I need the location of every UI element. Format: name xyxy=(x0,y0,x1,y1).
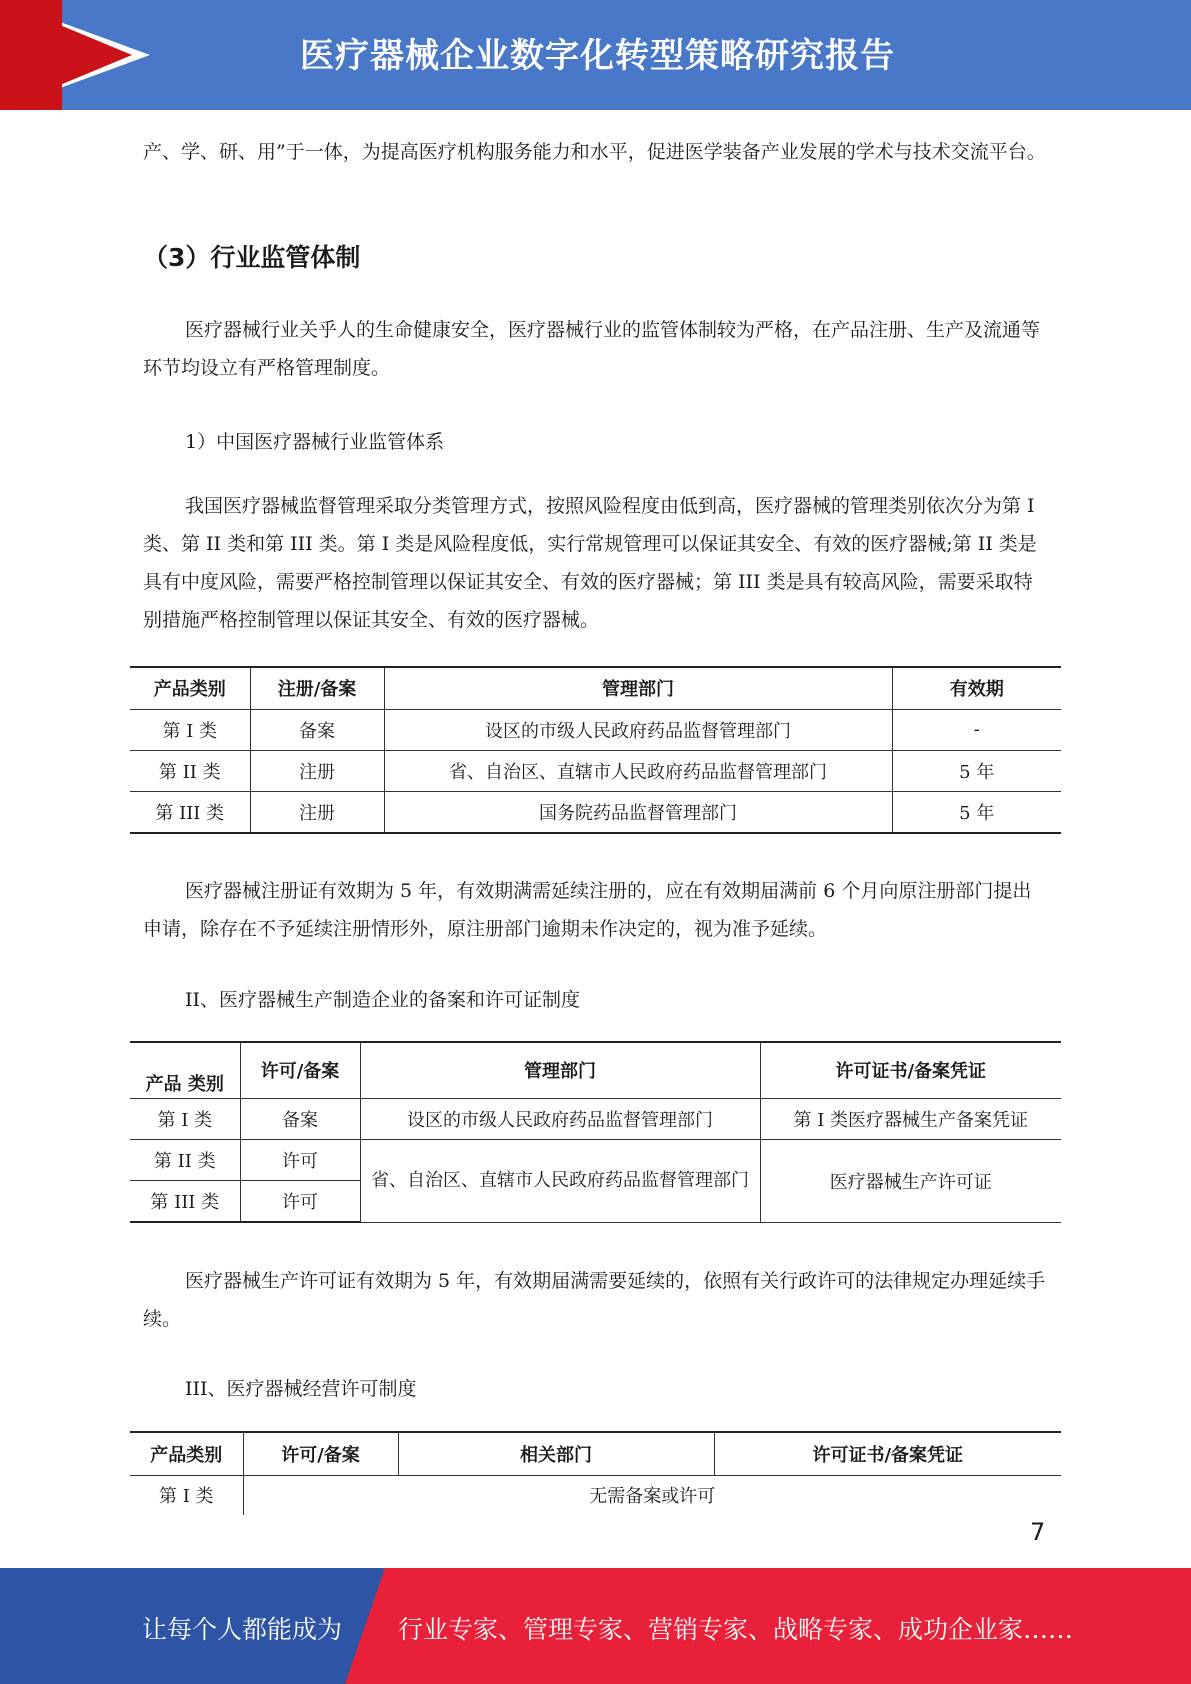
table-cell: 第 III 类 xyxy=(130,791,250,833)
table-cell: 5 年 xyxy=(892,750,1061,791)
subheading-distribution: III、医疗器械经营许可制度 xyxy=(185,1378,417,1400)
table-cell: 国务院药品监督管理部门 xyxy=(384,791,892,833)
subheading-production: II、医疗器械生产制造企业的备案和许可证制度 xyxy=(185,989,581,1011)
table-header-cell: 有效期 xyxy=(892,667,1061,709)
table-cell: 第 III 类 xyxy=(130,1180,240,1222)
table-header-cell: 产品类别 xyxy=(130,1432,243,1475)
page-footer xyxy=(0,1568,1191,1684)
table-cell: 许可 xyxy=(240,1139,360,1180)
table-distribution-license xyxy=(130,1431,1061,1515)
table-header-cell: 产品类别 xyxy=(130,667,250,709)
table-cell: 注册 xyxy=(250,750,384,791)
table-cell: 许可 xyxy=(240,1180,360,1222)
table-cell: 备案 xyxy=(240,1098,360,1139)
table-cell: 医疗器械生产许可证 xyxy=(760,1139,1061,1222)
table-cell: 第 I 类 xyxy=(130,1475,243,1515)
table-row xyxy=(130,1098,1061,1139)
table-header-cell: 许可/备案 xyxy=(243,1432,398,1475)
page-header xyxy=(0,0,1191,110)
table-row xyxy=(130,791,1061,833)
paragraph-license-validity: 医疗器械生产许可证有效期为 5 年，有效期届满需要延续的，依照有关行政许可的法律规定办理延续手续。 xyxy=(143,1270,1046,1330)
table-cell: 第 I 类 xyxy=(130,709,250,750)
table-cell: 设区的市级人民政府药品监督管理部门 xyxy=(360,1098,760,1139)
footer-slogan-left: 让每个人都能成为 xyxy=(142,1615,343,1644)
table-header-row xyxy=(130,667,1061,709)
document-title: 医疗器械企业数字化转型策略研究报告 xyxy=(300,36,895,76)
paragraph-validity: 医疗器械注册证有效期为 5 年，有效期满需延续注册的，应在有效期届满前 6 个月向原注册部门提出申请，除存在不予延续注册情形外，原注册部门逾期未作决定的，视为准予延续。 xyxy=(143,880,1032,940)
table-row xyxy=(130,1139,1061,1180)
table-header-row xyxy=(130,1042,1061,1098)
table-header-cell: 相关部门 xyxy=(398,1432,714,1475)
table-header-cell: 管理部门 xyxy=(384,667,892,709)
intro-paragraph: 产、学、研、用”于一体，为提高医疗机构服务能力和水平，促进医学装备产业发展的学术与技术交流平台。 xyxy=(143,141,1046,163)
table-row xyxy=(130,1475,1061,1515)
paragraph-classification: 我国医疗器械监督管理采取分类管理方式，按照风险程度由低到高，医疗器械的管理类别依次分为第 I 类、第 II 类和第 III 类。第 I 类是风险程度低，实行常规管理可以保证其安全、有效的医疗器械;第 II 类是具有中度风险，需要严格控制管理以保证其安全、有效的医疗器械；第 III 类是具有较高风险，需要采取特别措施严格控制管理以保证其安全、有效的医疗器械。 xyxy=(143,495,1037,631)
table-cell: 省、自治区、直辖市人民政府药品监督管理部门 xyxy=(384,750,892,791)
table-cell: - xyxy=(892,709,1061,750)
table-header-cell: 产品 类别 xyxy=(130,1042,240,1098)
table-cell: 无需备案或许可 xyxy=(243,1475,1061,1515)
table-header-cell: 许可/备案 xyxy=(240,1042,360,1098)
header-red-arrow xyxy=(0,0,132,110)
table-header-cell: 许可证书/备案凭证 xyxy=(714,1432,1061,1475)
table-header-cell: 许可证书/备案凭证 xyxy=(760,1042,1061,1098)
paragraph-regulation: 医疗器械行业关乎人的生命健康安全，医疗器械行业的监管体制较为严格，在产品注册、生产及流通等环节均设立有严格管理制度。 xyxy=(143,319,1041,379)
table-header-row xyxy=(130,1432,1061,1475)
table-cell: 注册 xyxy=(250,791,384,833)
table-cell: 备案 xyxy=(250,709,384,750)
footer-slogan-right: 行业专家、管理专家、营销专家、战略专家、成功企业家…… xyxy=(398,1615,1074,1644)
table-cell: 省、自治区、直辖市人民政府药品监督管理部门 xyxy=(360,1139,760,1222)
section-title: （3）行业监管体制 xyxy=(143,243,361,272)
table-registration xyxy=(130,666,1061,834)
table-row xyxy=(130,750,1061,791)
subheading-system: 1）中国医疗器械行业监管体系 xyxy=(185,431,445,453)
table-cell: 第 II 类 xyxy=(130,1139,240,1180)
table-cell: 第 I 类 xyxy=(130,1098,240,1139)
page-number: 7 xyxy=(1030,1518,1046,1546)
table-cell: 第 I 类医疗器械生产备案凭证 xyxy=(760,1098,1061,1139)
table-header-cell: 管理部门 xyxy=(360,1042,760,1098)
table-cell: 5 年 xyxy=(892,791,1061,833)
table-row xyxy=(130,709,1061,750)
table-cell: 第 II 类 xyxy=(130,750,250,791)
table-production-license xyxy=(130,1041,1061,1223)
table-header-cell: 注册/备案 xyxy=(250,667,384,709)
table-cell: 设区的市级人民政府药品监督管理部门 xyxy=(384,709,892,750)
footer-blue-slant xyxy=(345,1568,385,1684)
